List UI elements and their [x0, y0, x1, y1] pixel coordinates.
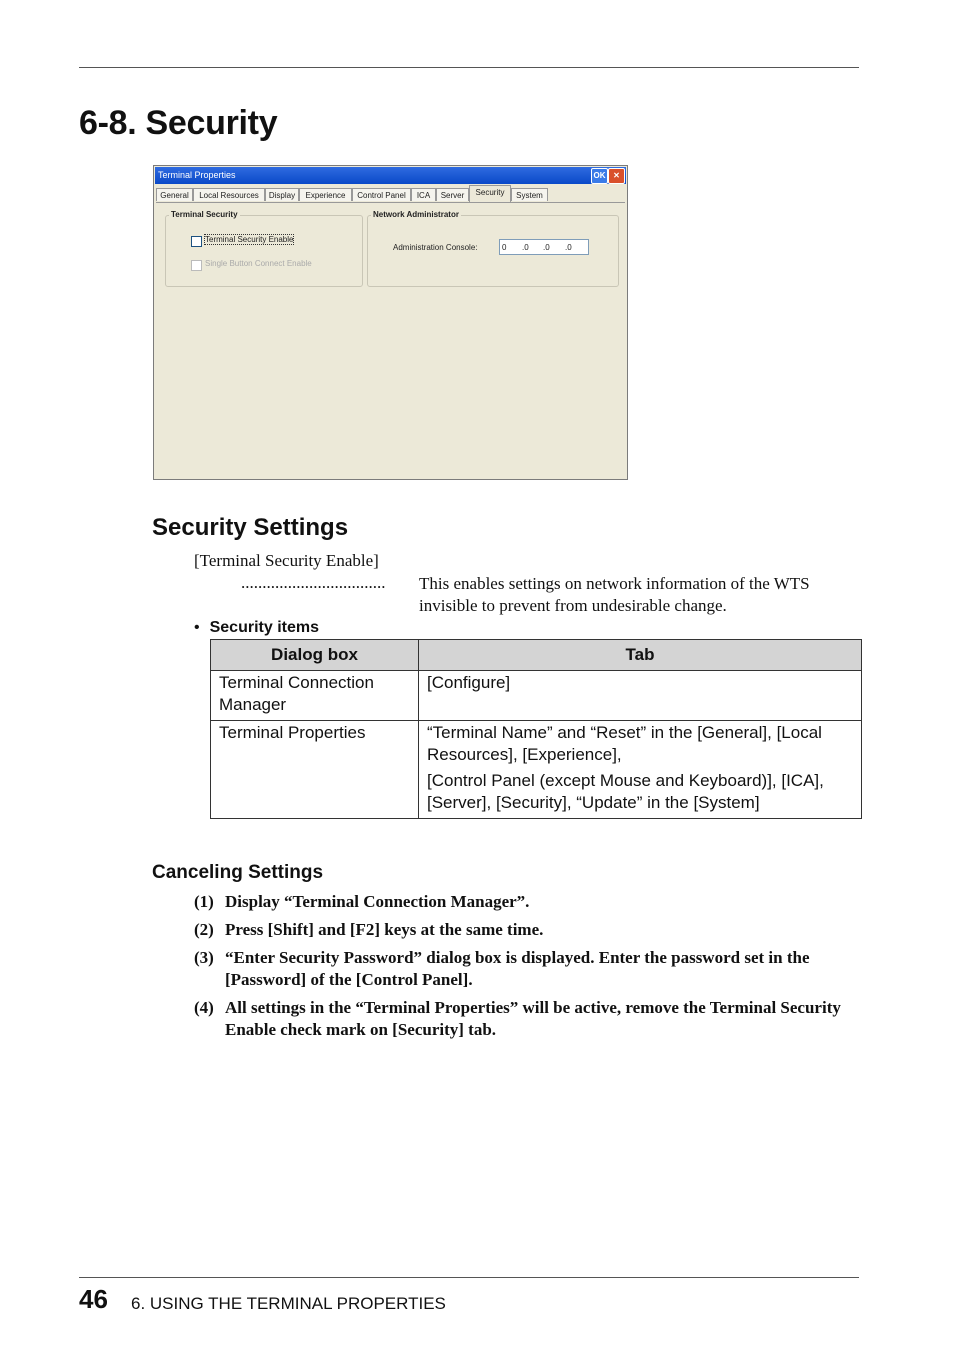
step-number: (3) — [194, 948, 214, 967]
list-item — [194, 919, 854, 941]
tab-system[interactable]: System — [511, 188, 548, 201]
list-item — [194, 947, 854, 991]
bullet-icon: • — [194, 619, 200, 636]
dialog-titlebar — [155, 167, 626, 184]
terminal-security-title: Terminal Security — [171, 210, 238, 219]
security-items-bullet — [194, 619, 319, 637]
security-items-label: Security items — [209, 619, 319, 636]
tab-ica[interactable]: ICA — [411, 188, 436, 201]
page-number: 46 — [79, 1284, 108, 1314]
step-number: (2) — [194, 920, 214, 939]
canceling-settings-heading: Canceling Settings — [152, 862, 324, 883]
table-row — [211, 721, 862, 819]
network-administrator-group — [367, 210, 619, 287]
single-button-connect-checkbox[interactable] — [191, 260, 202, 271]
tab-security[interactable]: Security — [469, 185, 511, 202]
security-items-table — [210, 639, 862, 819]
step-text: Press [Shift] and [F2] keys at the same time. — [225, 920, 544, 939]
security-settings-heading: Security Settings — [152, 514, 349, 541]
tab-display[interactable]: Display — [265, 188, 299, 201]
cell-tab — [419, 671, 862, 721]
header-dialog-box: Dialog box — [211, 640, 419, 671]
item-description: This enables settings on network information of the WTS invisible to prevent from undesirable change. — [419, 574, 810, 615]
dialog-title: Terminal Properties — [158, 170, 236, 180]
terminal-properties-dialog — [153, 165, 628, 480]
terminal-security-enable-label[interactable]: Terminal Security Enable — [205, 235, 294, 244]
step-number: (1) — [194, 892, 214, 911]
ok-button[interactable]: OK — [591, 168, 608, 184]
cell-tab-text: [Control Panel (except Mouse and Keyboard)], [ICA], [Server], [Security], “Update” in the [System] — [427, 771, 824, 812]
cell-tab-text: “Terminal Name” and “Reset” in the [General], [Local Resources], [Experience], — [427, 723, 822, 764]
terminal-security-group — [165, 210, 363, 287]
ip-octet-1: 0 — [502, 243, 507, 252]
step-text: “Enter Security Password” dialog box is displayed. Enter the password set in the [Password] of the [Control Panel]. — [225, 948, 810, 989]
chapter-title: 6. USING THE TERMINAL PROPERTIES — [131, 1294, 446, 1313]
ip-octet-3: .0 — [543, 243, 550, 252]
page-title: 6-8. Security — [79, 104, 278, 142]
cell-tab — [419, 721, 862, 819]
tab-general[interactable]: General — [156, 188, 193, 201]
list-item — [194, 891, 854, 913]
header-tab: Tab — [419, 640, 862, 671]
tab-local-resources[interactable]: Local Resources — [193, 188, 265, 201]
tab-experience[interactable]: Experience — [299, 188, 352, 201]
administration-console-label: Administration Console: — [393, 243, 478, 252]
canceling-steps — [194, 891, 854, 1047]
ip-octet-2: .0 — [522, 243, 529, 252]
single-button-connect-label: Single Button Connect Enable — [205, 259, 312, 268]
step-number: (4) — [194, 998, 214, 1017]
cell-dialog: Terminal Connection Manager — [211, 671, 419, 721]
leader-dots: .................................. — [241, 573, 386, 592]
tab-server[interactable]: Server — [436, 188, 469, 201]
table-header-row — [211, 640, 862, 671]
list-item — [194, 997, 854, 1041]
table-row — [211, 671, 862, 721]
tab-strip — [156, 187, 625, 203]
close-icon[interactable]: ✕ — [608, 168, 625, 184]
administration-console-ip-input[interactable] — [499, 239, 589, 255]
terminal-security-enable-checkbox[interactable] — [191, 236, 202, 247]
network-administrator-title: Network Administrator — [373, 210, 459, 219]
bottom-rule — [79, 1277, 859, 1278]
cell-dialog: Terminal Properties — [211, 721, 419, 819]
ip-octet-4: .0 — [565, 243, 572, 252]
item-label: [Terminal Security Enable] — [194, 551, 379, 570]
step-text: Display “Terminal Connection Manager”. — [225, 892, 530, 911]
top-rule — [79, 67, 859, 68]
tab-control-panel[interactable]: Control Panel — [352, 188, 411, 201]
step-text: All settings in the “Terminal Properties” will be active, remove the Terminal Security Enable check mark on [Security] tab. — [225, 998, 841, 1039]
cell-tab-text: [Configure] — [427, 673, 511, 692]
